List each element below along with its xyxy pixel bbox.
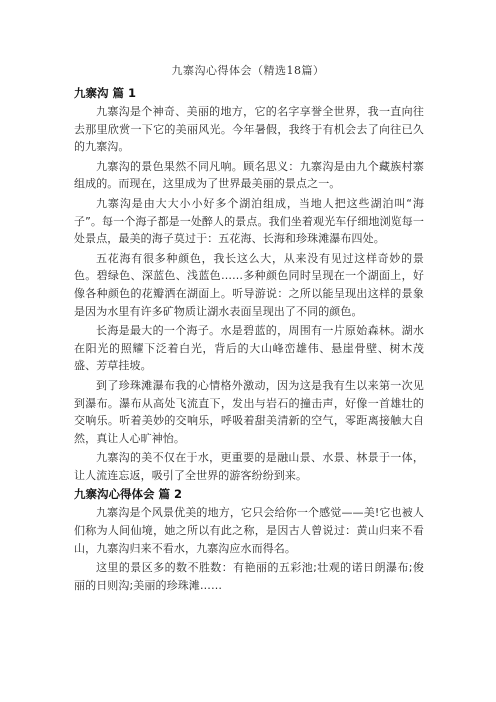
paragraph: 九寨沟是个风景优美的地方，它只会给你一个感觉——美!它也被人们称为人间仙境，她之所以有此之称，是因古人曾说过：黄山归来不看山，九寨沟归来不看水，九寨沟应水而得名。 <box>74 506 424 555</box>
paragraph: 九寨沟的美不仅在于水，更重要的是融山景、水景、林景于一体，让人流连忘返，吸引了全世界的游客纷纷到来。 <box>74 451 424 482</box>
paragraph: 五花海有很多种颜色，我长这么大，从来没有见过这样奇妙的景色。碧绿色、深蓝色、浅蓝色……多种颜色同时呈现在一个湖面上，好像各种颜色的花瓣洒在湖面上。听导游说：之所以能呈现出这样的景象是因为水里有许多矿物质让湖水表面呈现出了不同的颜色。 <box>74 251 424 318</box>
paragraph: 九寨沟的景色果然不同凡响。顾名思义：九寨沟是由九个藏族村寨组成的。而现在，这里成为了世界最美丽的景点之一。 <box>74 159 424 191</box>
document-body <box>74 85 424 596</box>
section-heading-1: 九寨沟 篇 1 <box>74 86 137 100</box>
section-heading-2: 九寨沟心得体会 篇 2 <box>74 487 183 502</box>
paragraph: 长海是最大的一个海子。水是碧蓝的，周围有一片原始森林。湖水在阳光的照耀下泛着白光，背后的大山峰峦雄伟、悬崖骨壁、树木茂盛、芳草挂坡。 <box>74 324 424 373</box>
paragraph: 到了珍珠滩瀑布我的心情格外激动，因为这是我有生以来第一次见到瀑布。瀑布从高处飞流直下，发出与岩石的撞击声，好像一首雄壮的交响乐。听着美妙的交响乐，呼吸着甜美清新的空气，零距离接触大自然，真让人心旷神怡。 <box>74 378 424 445</box>
document-title: 九寨沟心得体会（精选18篇） <box>171 64 325 77</box>
paragraph: 九寨沟是由大大小小好多个湖泊组成，当地人把这些湖泊叫“海子”。每一个海子都是一处醉人的景点。我们坐着观光车仔细地浏览每一处景点，最美的海子莫过于：五花海、长海和珍珠滩瀑布四处。 <box>74 196 424 246</box>
paragraph: 这里的景区多的数不胜数：有艳丽的五彩池;壮观的诺日朗瀑布;俊丽的日则沟;美丽的珍珠滩…… <box>74 561 424 592</box>
paragraph: 九寨沟是个神奇、美丽的地方，它的名字享誉全世界，我一直向往去那里欣赏一下它的美丽风光。今年暑假，我终于有机会去了向往已久的九寨沟。 <box>74 105 424 154</box>
